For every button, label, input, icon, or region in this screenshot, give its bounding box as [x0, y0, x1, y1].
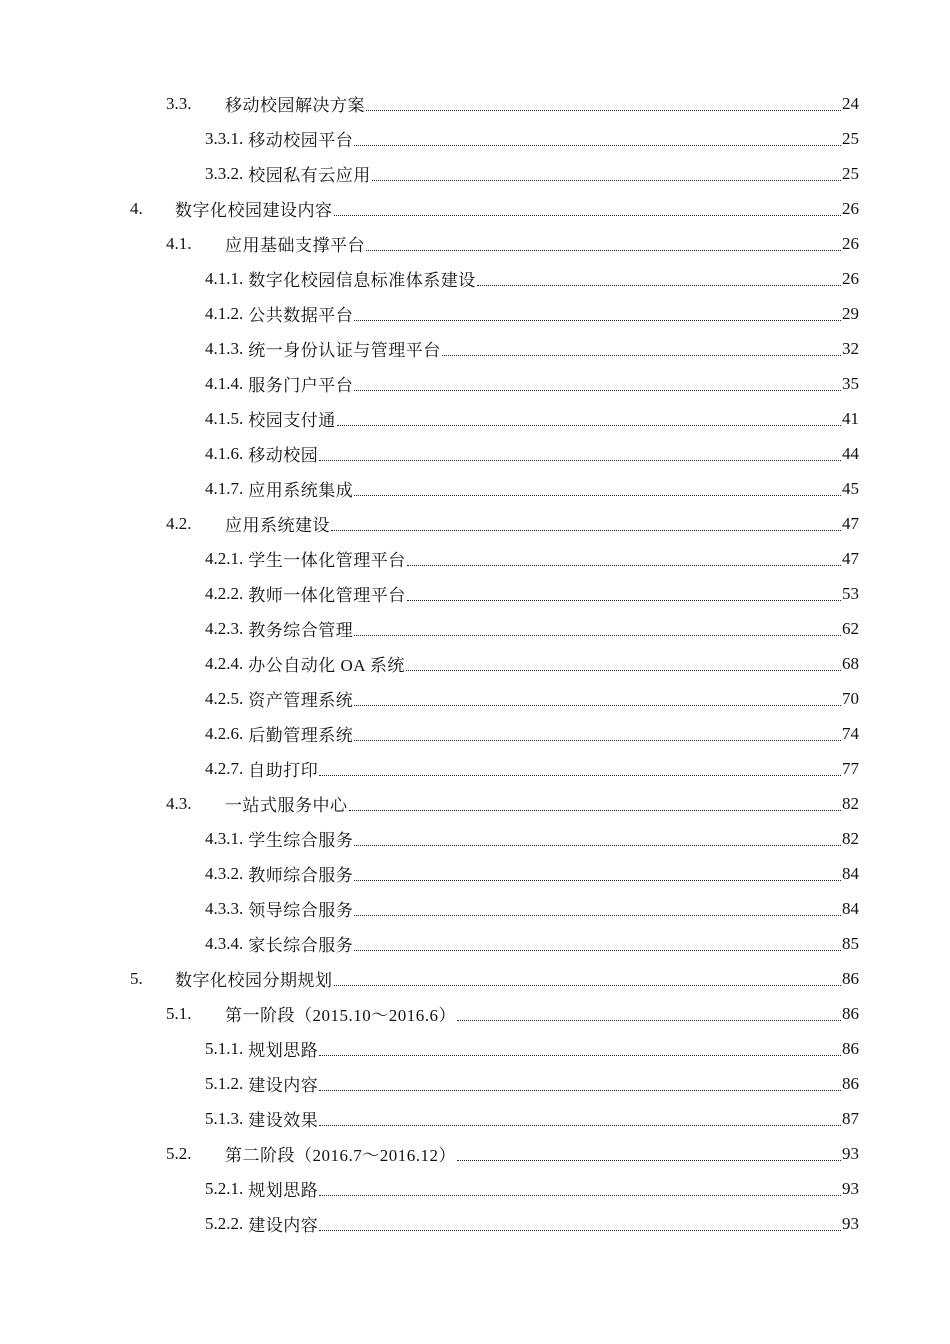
dot-leader [407, 564, 841, 566]
toc-entry-page-number: 41 [842, 408, 859, 428]
dot-leader [477, 284, 841, 286]
toc-entry-number: 4.1.2. [205, 303, 244, 323]
toc-entry-number: 4.2.1. [205, 548, 244, 568]
toc-entry-title: 学生一体化管理平台 [248, 551, 406, 570]
toc-entry-number: 4.3.3. [205, 898, 244, 918]
dot-leader [372, 179, 841, 181]
dot-leader [406, 669, 841, 671]
toc-entry-title: 应用系统建设 [225, 516, 330, 535]
toc-entry-page-number: 25 [842, 128, 859, 148]
toc-entry-title: 规划思路 [248, 1181, 319, 1200]
toc-entry-page-number: 26 [842, 198, 859, 218]
toc-entry-page-number: 86 [842, 1038, 859, 1058]
toc-entry-title: 统一身份认证与管理平台 [248, 341, 441, 360]
dot-leader [442, 354, 841, 356]
dot-leader [366, 109, 841, 111]
toc-entry[interactable] [166, 996, 859, 1031]
dot-leader [319, 1089, 841, 1091]
toc-entry-number: 5.2.1. [205, 1178, 244, 1198]
toc-entry[interactable] [205, 716, 859, 751]
toc-entry-page-number: 24 [842, 93, 859, 113]
dot-leader [354, 494, 841, 496]
toc-entry-title: 学生综合服务 [248, 831, 354, 850]
toc-entry[interactable] [205, 751, 859, 786]
toc-entry-title: 第二阶段（2016.7～2016.12） [225, 1146, 456, 1165]
toc-entry-number: 4.2.6. [205, 723, 244, 743]
toc-entry-page-number: 35 [842, 373, 859, 393]
toc-entry-page-number: 47 [842, 513, 859, 533]
toc-entry[interactable] [205, 401, 859, 436]
toc-entry-title: 移动校园 [248, 446, 319, 465]
toc-entry-number: 3.3.2. [205, 163, 244, 183]
dot-leader [354, 739, 841, 741]
toc-entry[interactable] [205, 611, 859, 646]
toc-entry-number: 4.3. [166, 793, 192, 813]
dot-leader [457, 1159, 841, 1161]
toc-entry[interactable] [205, 646, 859, 681]
toc-entry[interactable] [205, 1206, 859, 1241]
toc-entry-page-number: 53 [842, 583, 859, 603]
toc-entry-number: 4.1.4. [205, 373, 244, 393]
toc-entry-page-number: 86 [842, 968, 859, 988]
toc-entry-number: 4.3.4. [205, 933, 244, 953]
toc-entry-title: 建设内容 [248, 1076, 319, 1095]
toc-entry-page-number: 85 [842, 933, 859, 953]
toc-entry[interactable] [205, 1031, 859, 1066]
toc-entry[interactable] [205, 1101, 859, 1136]
toc-entry-title: 数字化校园信息标准体系建设 [248, 271, 476, 290]
dot-leader [319, 1124, 841, 1126]
toc-entry-number: 5.2. [166, 1143, 192, 1163]
toc-entry-title: 数字化校园分期规划 [175, 971, 333, 990]
toc-entry-number: 4.1.3. [205, 338, 244, 358]
toc-entry-title: 校园私有云应用 [248, 166, 371, 185]
toc-entry-title: 建设效果 [248, 1111, 319, 1130]
dot-leader [319, 1054, 841, 1056]
dot-leader [334, 984, 842, 986]
dot-leader [366, 249, 841, 251]
toc-entry-title: 公共数据平台 [248, 306, 354, 325]
toc-entry[interactable] [166, 86, 859, 121]
toc-entry-number: 3.3. [166, 93, 192, 113]
dot-leader [354, 634, 841, 636]
toc-entry-number: 4.1.5. [205, 408, 244, 428]
toc-entry-number: 5.1.3. [205, 1108, 244, 1128]
toc-entry[interactable] [205, 156, 859, 191]
toc-entry[interactable] [205, 296, 859, 331]
toc-entry[interactable] [205, 1066, 859, 1101]
toc-entry-page-number: 70 [842, 688, 859, 708]
dot-leader [457, 1019, 841, 1021]
toc-entry[interactable] [205, 681, 859, 716]
toc-entry-number: 4.1.6. [205, 443, 244, 463]
toc-entry[interactable] [205, 331, 859, 366]
dot-leader [354, 319, 841, 321]
toc-entry-page-number: 86 [842, 1073, 859, 1093]
toc-entry-number: 4.1. [166, 233, 192, 253]
toc-entry-page-number: 84 [842, 898, 859, 918]
dot-leader [354, 949, 841, 951]
toc-entry-number: 5.1. [166, 1003, 192, 1023]
toc-entry-page-number: 93 [842, 1213, 859, 1233]
toc-entry-page-number: 82 [842, 828, 859, 848]
toc-entry-number: 4.2.5. [205, 688, 244, 708]
toc-entry[interactable] [205, 366, 859, 401]
toc-entry-number: 4.1.7. [205, 478, 244, 498]
dot-leader [319, 774, 841, 776]
toc-entry-number: 4.1.1. [205, 268, 244, 288]
toc-entry-number: 4.2.3. [205, 618, 244, 638]
dot-leader [319, 1229, 841, 1231]
toc-entry-number: 3.3.1. [205, 128, 244, 148]
toc-entry-number: 4.2.2. [205, 583, 244, 603]
toc-entry-number: 4. [130, 198, 143, 218]
toc-entry-title: 服务门户平台 [248, 376, 354, 395]
dot-leader [319, 459, 841, 461]
toc-entry-title: 教师综合服务 [248, 866, 354, 885]
toc-entry-page-number: 84 [842, 863, 859, 883]
toc-entry-page-number: 32 [842, 338, 859, 358]
dot-leader [331, 529, 841, 531]
toc-entry-page-number: 93 [842, 1178, 859, 1198]
toc-entry-title: 资产管理系统 [248, 691, 354, 710]
toc-entry-title: 一站式服务中心 [225, 796, 348, 815]
toc-entry-number: 4.2. [166, 513, 192, 533]
toc-entry[interactable] [205, 891, 859, 926]
toc-entry-title: 教务综合管理 [248, 621, 354, 640]
toc-entry-title: 应用系统集成 [248, 481, 354, 500]
toc-entry-page-number: 25 [842, 163, 859, 183]
toc-entry-title: 数字化校园建设内容 [175, 201, 333, 220]
toc-entry[interactable] [205, 436, 859, 471]
dot-leader [354, 879, 841, 881]
toc-entry-page-number: 82 [842, 793, 859, 813]
dot-leader [337, 424, 841, 426]
toc-entry-title: 规划思路 [248, 1041, 319, 1060]
toc-entry-title: 移动校园解决方案 [225, 96, 365, 115]
toc-entry[interactable] [205, 541, 859, 576]
toc-entry-page-number: 45 [842, 478, 859, 498]
dot-leader [354, 389, 841, 391]
toc-entry[interactable] [166, 226, 859, 261]
toc-entry-page-number: 86 [842, 1003, 859, 1023]
toc-entry[interactable] [205, 121, 859, 156]
toc-entry[interactable] [205, 821, 859, 856]
toc-entry-title: 第一阶段（2015.10～2016.6） [225, 1006, 456, 1025]
toc-entry[interactable] [166, 506, 859, 541]
toc-entry-number: 4.3.1. [205, 828, 244, 848]
dot-leader [334, 214, 842, 216]
toc-entry-title: 应用基础支撑平台 [225, 236, 365, 255]
toc-entry-page-number: 62 [842, 618, 859, 638]
toc-entry-number: 4.2.4. [205, 653, 244, 673]
toc-entry-number: 5. [130, 968, 143, 988]
dot-leader [349, 809, 842, 811]
toc-entry-page-number: 93 [842, 1143, 859, 1163]
dot-leader [354, 914, 841, 916]
toc-entry-page-number: 74 [842, 723, 859, 743]
toc-entry-page-number: 29 [842, 303, 859, 323]
toc-entry-title: 教师一体化管理平台 [248, 586, 406, 605]
dot-leader [354, 704, 841, 706]
toc-entry[interactable] [205, 576, 859, 611]
toc-entry[interactable] [205, 261, 859, 296]
toc-entry[interactable] [205, 856, 859, 891]
toc-entry[interactable] [166, 786, 859, 821]
dot-leader [354, 844, 841, 846]
toc-entry-page-number: 87 [842, 1108, 859, 1128]
toc-entry-number: 4.3.2. [205, 863, 244, 883]
toc-entry[interactable] [205, 471, 859, 506]
toc-entry-title: 办公自动化 OA 系统 [248, 656, 405, 675]
toc-entry-number: 4.2.7. [205, 758, 244, 778]
toc-entry-number: 5.1.1. [205, 1038, 244, 1058]
toc-entry[interactable] [205, 926, 859, 961]
toc-entry[interactable] [130, 191, 859, 226]
toc-entry-page-number: 26 [842, 233, 859, 253]
toc-entry-title: 移动校园平台 [248, 131, 354, 150]
dot-leader [407, 599, 841, 601]
toc-entry-number: 5.1.2. [205, 1073, 244, 1093]
toc-entry-page-number: 77 [842, 758, 859, 778]
dot-leader [319, 1194, 841, 1196]
toc-entry-page-number: 44 [842, 443, 859, 463]
toc-entry-title: 后勤管理系统 [248, 726, 354, 745]
toc-entry[interactable] [130, 961, 859, 996]
toc-entry-number: 5.2.2. [205, 1213, 244, 1233]
toc-entry[interactable] [166, 1136, 859, 1171]
toc-entry-title: 家长综合服务 [248, 936, 354, 955]
dot-leader [354, 144, 841, 146]
toc-entry-title: 领导综合服务 [248, 901, 354, 920]
toc-entry-title: 自助打印 [248, 761, 319, 780]
toc-entry-page-number: 26 [842, 268, 859, 288]
toc-entry-page-number: 68 [842, 653, 859, 673]
toc-entry-title: 校园支付通 [248, 411, 336, 430]
toc-entry[interactable] [205, 1171, 859, 1206]
toc-entry-page-number: 47 [842, 548, 859, 568]
toc-entry-title: 建设内容 [248, 1216, 319, 1235]
